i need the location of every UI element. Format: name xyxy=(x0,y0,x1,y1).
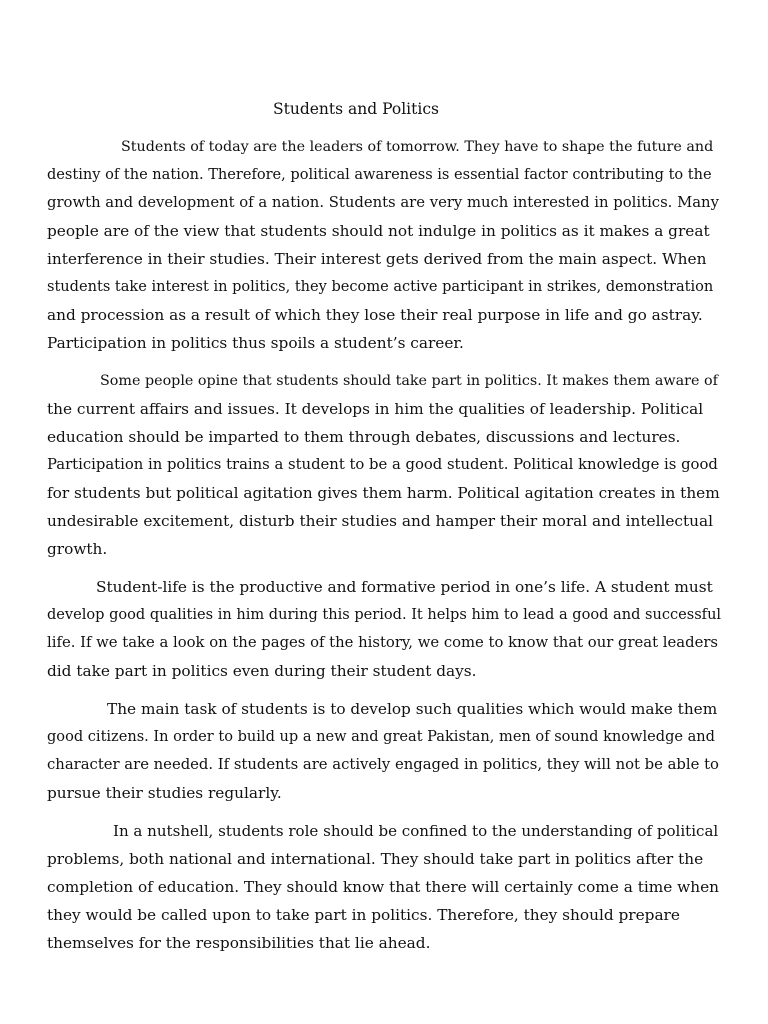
paragraph-line: students take interest in politics, they become active participant in strikes, demonstration xyxy=(47,278,714,295)
paragraph-line: growth and development of a nation. Students are very much interested in politics. Many xyxy=(47,194,719,211)
paragraph-1 xyxy=(47,133,719,357)
document-title: Students and Politics xyxy=(273,100,439,118)
paragraph-line: problems, both national and international. They should take part in politics after the xyxy=(47,850,704,868)
paragraph-line: and procession as a result of which they lose their real purpose in life and go astray. xyxy=(47,306,703,324)
paragraph-3 xyxy=(47,573,721,685)
paragraph-line: Students of today are the leaders of tomorrow. They have to shape the future and xyxy=(121,139,714,155)
paragraph-4 xyxy=(47,695,719,807)
paragraph-line: character are needed. If students are actively engaged in politics, they will not be able to xyxy=(47,756,719,773)
paragraph-line: interference in their studies. Their interest gets derived from the main aspect. When xyxy=(47,250,707,268)
paragraph-line: did take part in politics even during their student days. xyxy=(47,662,477,680)
paragraph-line: destiny of the nation. Therefore, political awareness is essential factor contributing to the xyxy=(47,166,712,183)
paragraph-line: life. If we take a look on the pages of the history, we come to know that our great leaders xyxy=(47,634,718,651)
paragraph-line: themselves for the responsibilities that lie ahead. xyxy=(47,934,431,952)
paragraph-line: pursue their studies regularly. xyxy=(47,784,282,802)
paragraph-line: for students but political agitation gives them harm. Political agitation creates in them xyxy=(47,484,720,502)
paragraph-line: education should be imparted to them through debates, discussions and lectures. xyxy=(47,428,681,446)
paragraph-line: Student-life is the productive and formative period in one’s life. A student must xyxy=(96,578,713,596)
paragraph-line: The main task of students is to develop such qualities which would make them xyxy=(107,700,718,718)
paragraph-line: growth. xyxy=(47,540,108,558)
paragraph-5 xyxy=(47,817,719,957)
paragraph-line: In a nutshell, students role should be confined to the understanding of political xyxy=(113,822,719,840)
paragraph-line: the current affairs and issues. It develops in him the qualities of leadership. Political xyxy=(47,400,704,418)
paragraph-line: Participation in politics thus spoils a student’s career. xyxy=(47,334,464,352)
paragraph-2 xyxy=(47,367,720,563)
paragraph-line: people are of the view that students should not indulge in politics as it makes a great xyxy=(47,222,710,240)
paragraph-line: completion of education. They should know that there will certainly come a time when xyxy=(47,878,720,896)
paragraph-line: Some people opine that students should take part in politics. It makes them aware of xyxy=(100,373,718,389)
paragraph-line: undesirable excitement, disturb their studies and hamper their moral and intellectual xyxy=(47,512,713,530)
paragraph-line: good citizens. In order to build up a new and great Pakistan, men of sound knowledge and xyxy=(47,728,715,745)
paragraph-line: they would be called upon to take part in politics. Therefore, they should prepare xyxy=(47,906,680,924)
paragraph-line: Participation in politics trains a student to be a good student. Political knowledge is good xyxy=(47,456,718,473)
paragraph-line: develop good qualities in him during this period. It helps him to lead a good and successful xyxy=(47,606,722,623)
